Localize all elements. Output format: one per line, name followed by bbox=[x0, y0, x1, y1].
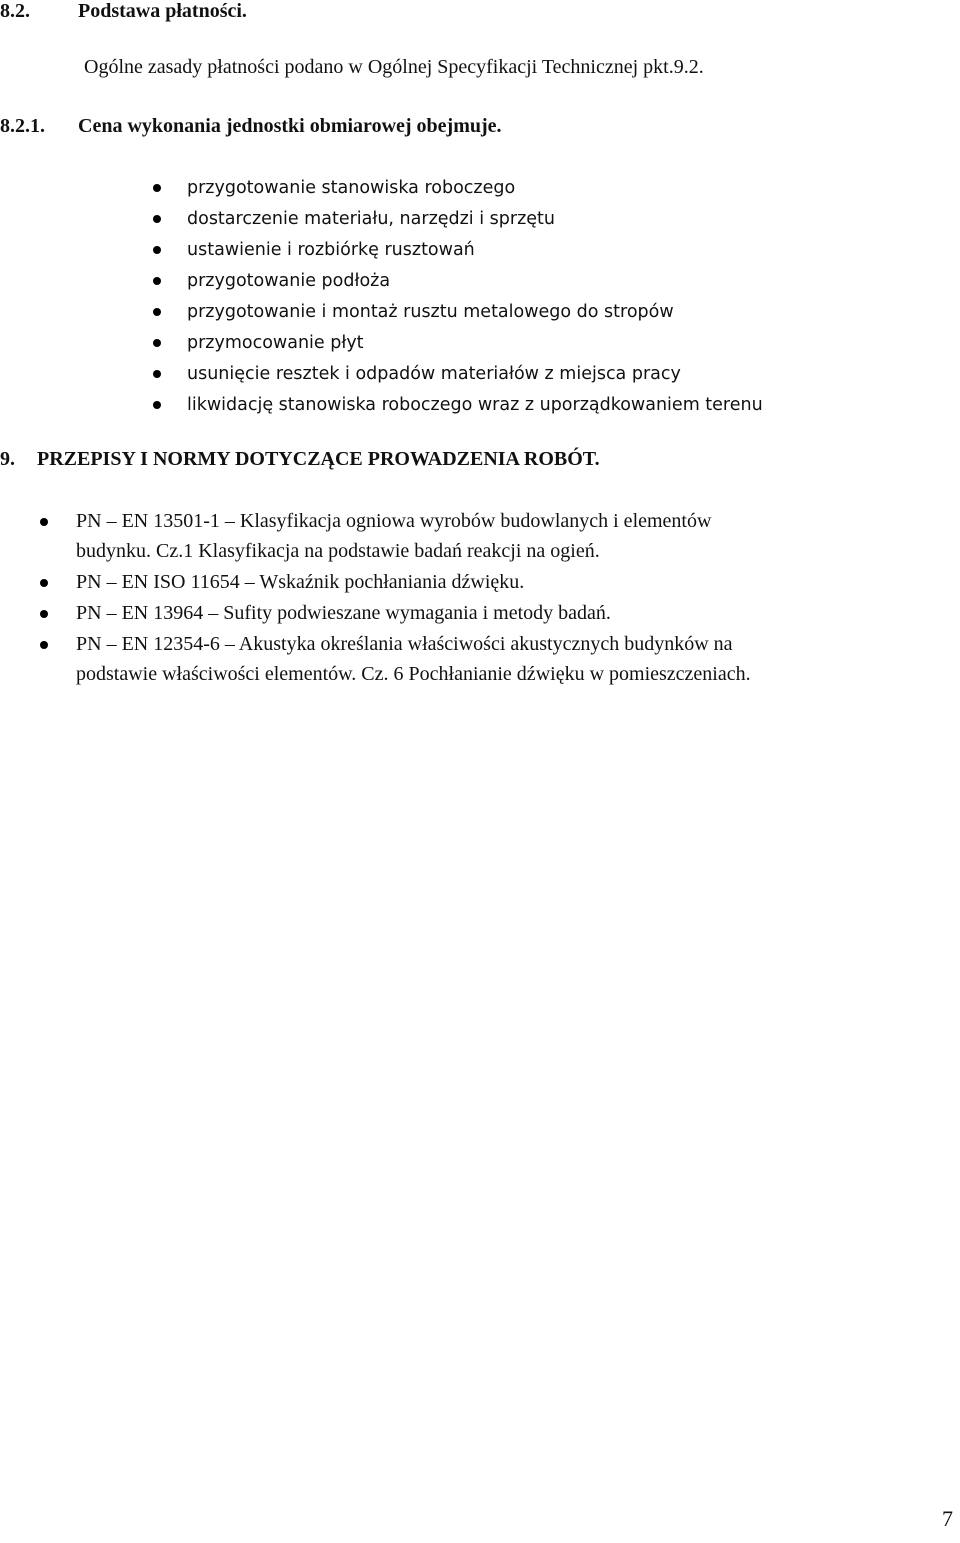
norm-item bbox=[40, 629, 956, 689]
section-9-title: PRZEPISY I NORMY DOTYCZĄCE PROWADZENIA ROBÓT. bbox=[37, 448, 600, 470]
norms-list bbox=[40, 506, 956, 690]
bullet-icon bbox=[153, 370, 161, 378]
norm-item bbox=[40, 598, 956, 628]
price-items-list bbox=[150, 174, 763, 422]
bullet-icon bbox=[153, 308, 161, 316]
list-item: przygotowanie i montaż rusztu metalowego do stropów bbox=[150, 298, 763, 329]
norm-line: PN – EN 13964 – Sufity podwieszane wymagania i metody badań. bbox=[76, 602, 611, 624]
section-8-2-title: Podstawa płatności. bbox=[78, 0, 247, 22]
bullet-icon bbox=[40, 579, 48, 587]
list-item: przygotowanie stanowiska roboczego bbox=[150, 174, 763, 205]
bullet-icon bbox=[153, 215, 161, 223]
norm-line: PN – EN ISO 11654 – Wskaźnik pochłaniania dźwięku. bbox=[76, 571, 525, 593]
list-item: usunięcie resztek i odpadów materiałów z miejsca pracy bbox=[150, 360, 763, 391]
list-item: dostarczenie materiału, narzędzi i sprzętu bbox=[150, 205, 763, 236]
page-number: 7 bbox=[942, 1506, 953, 1531]
bullet-icon bbox=[153, 246, 161, 254]
bullet-icon bbox=[153, 401, 161, 409]
section-8-2-paragraph: Ogólne zasady płatności podano w Ogólnej Specyfikacji Technicznej pkt.9.2. bbox=[84, 56, 704, 78]
section-8-2-1-number: 8.2.1. bbox=[0, 115, 45, 137]
bullet-icon bbox=[40, 518, 48, 526]
norm-line: PN – EN 12354-6 – Akustyka określania właściwości akustycznych budynków na bbox=[76, 633, 733, 655]
bullet-icon bbox=[153, 277, 161, 285]
list-item: ustawienie i rozbiórkę rusztowań bbox=[150, 236, 763, 267]
bullet-icon bbox=[153, 184, 161, 192]
list-item: likwidację stanowiska roboczego wraz z uporządkowaniem terenu bbox=[150, 391, 763, 422]
list-item: przymocowanie płyt bbox=[150, 329, 763, 360]
section-8-2-number: 8.2. bbox=[0, 0, 30, 22]
section-8-2-1-title: Cena wykonania jednostki obmiarowej obejmuje. bbox=[78, 115, 502, 137]
section-9-number: 9. bbox=[0, 448, 15, 470]
bullet-icon bbox=[40, 610, 48, 618]
norm-line: budynku. Cz.1 Klasyfikacja na podstawie badań reakcji na ogień. bbox=[76, 540, 600, 562]
norm-item bbox=[40, 567, 956, 597]
bullet-icon bbox=[153, 339, 161, 347]
list-item: przygotowanie podłoża bbox=[150, 267, 763, 298]
bullet-icon bbox=[40, 641, 48, 649]
norm-line: podstawie właściwości elementów. Cz. 6 Pochłanianie dźwięku w pomieszczeniach. bbox=[76, 663, 751, 685]
norm-line: PN – EN 13501-1 – Klasyfikacja ogniowa wyrobów budowlanych i elementów bbox=[76, 510, 712, 532]
norm-item bbox=[40, 506, 956, 566]
